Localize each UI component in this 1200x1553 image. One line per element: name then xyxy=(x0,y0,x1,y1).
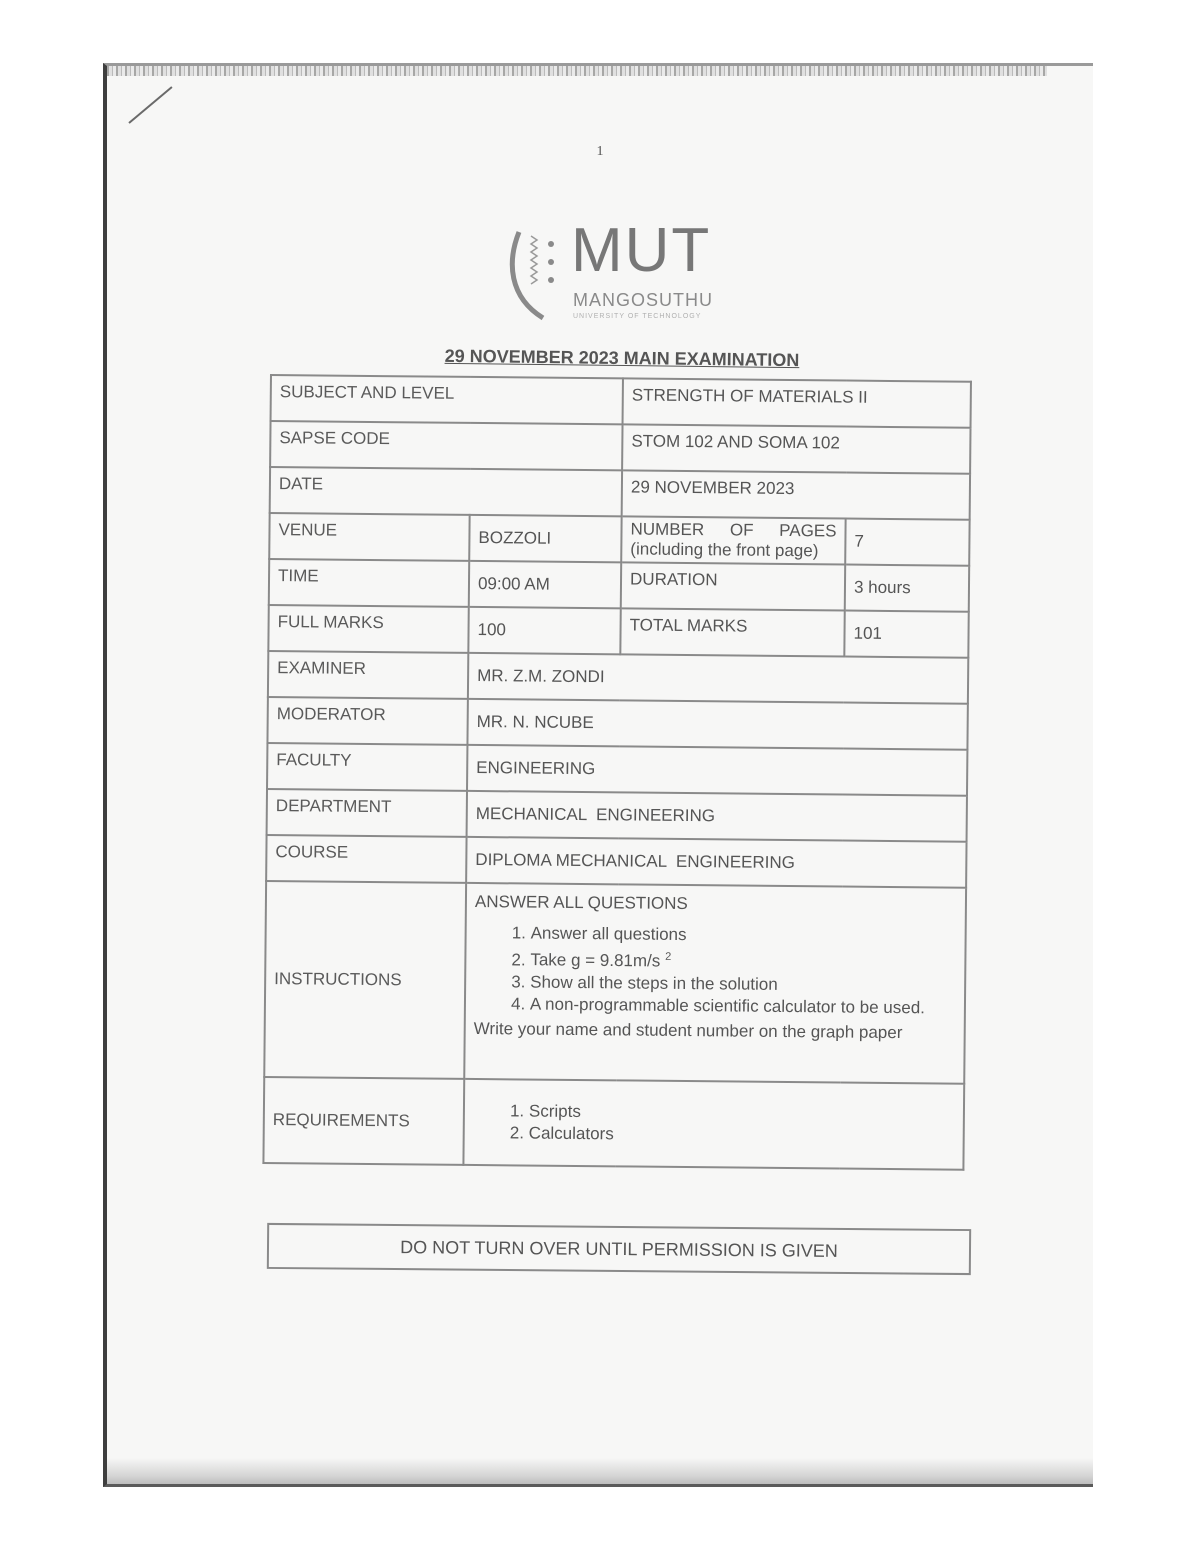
logo-emblem-icon xyxy=(505,222,565,322)
sapse-code-value: STOM 102 AND SOMA 102 xyxy=(622,424,970,473)
examiner-label: EXAMINER xyxy=(268,651,468,699)
table-row xyxy=(267,789,967,842)
subject-label: SUBJECT AND LEVEL xyxy=(271,375,623,424)
department-value: MECHANICAL ENGINEERING xyxy=(467,791,967,842)
table-row xyxy=(270,421,970,474)
venue-label: VENUE xyxy=(269,513,469,561)
pages-label xyxy=(621,516,845,564)
total-marks-label: TOTAL MARKS xyxy=(620,608,844,656)
exam-details-table xyxy=(262,374,972,1171)
university-logo xyxy=(505,216,745,326)
requirements-label: REQUIREMENTS xyxy=(263,1077,464,1165)
pages-label-line1: NUMBER OF PAGES xyxy=(630,519,837,541)
instructions-footer: Write your name and student number on the graph paper xyxy=(473,1018,903,1042)
duration-value: 3 hours xyxy=(845,565,969,612)
table-row xyxy=(268,651,968,704)
table-row xyxy=(267,697,967,750)
subject-value: STRENGTH OF MATERIALS II xyxy=(623,378,971,427)
instructions-list xyxy=(474,922,957,1019)
exam-cover-page xyxy=(103,63,1093,1487)
instructions-cell xyxy=(464,883,966,1084)
list-item: 1. Answer all questions xyxy=(531,923,957,949)
instructions-heading: ANSWER ALL QUESTIONS xyxy=(474,891,688,914)
pages-label-line2: (including the front page) xyxy=(630,539,819,561)
examiner-value: MR. Z.M. ZONDI xyxy=(468,653,968,704)
course-value: DIPLOMA MECHANICAL ENGINEERING xyxy=(466,837,966,888)
list-item: 3. Show all the steps in the solution xyxy=(530,971,956,997)
date-label: DATE xyxy=(270,467,622,516)
superscript: 2 xyxy=(665,950,672,963)
moderator-value: MR. N. NCUBE xyxy=(467,699,967,750)
department-label: DEPARTMENT xyxy=(267,789,467,837)
table-row xyxy=(269,559,969,612)
list-item: 2. Take g = 9.81m/s $^2$ xyxy=(530,945,956,976)
duration-label: DURATION xyxy=(621,562,845,610)
faculty-value: ENGINEERING xyxy=(467,745,967,796)
table-row xyxy=(271,375,971,428)
time-value: 09:00 AM xyxy=(469,561,621,608)
logo-title: MUT xyxy=(571,216,712,285)
requirements-cell xyxy=(463,1079,964,1170)
time-label: TIME xyxy=(269,559,469,607)
full-marks-value: 100 xyxy=(468,607,620,654)
scan-artifact-top xyxy=(107,66,1047,76)
total-marks-value: 101 xyxy=(844,611,968,658)
page-number: 1 xyxy=(596,144,604,159)
logo-name: MANGOSUTHU xyxy=(573,290,713,310)
table-row xyxy=(263,1077,964,1170)
exam-details-form xyxy=(262,374,970,1171)
table-row xyxy=(266,835,966,888)
pages-value: 7 xyxy=(845,519,969,566)
date-value: 29 NOVEMBER 2023 xyxy=(622,470,970,519)
list-item: 4. A non-programmable scientific calculator to be used. xyxy=(530,993,956,1019)
table-row xyxy=(267,743,967,796)
pen-mark xyxy=(128,86,172,124)
table-row xyxy=(264,881,966,1084)
exam-heading: 29 NOVEMBER 2023 MAIN EXAMINATION xyxy=(444,345,800,371)
table-row xyxy=(269,513,969,566)
moderator-label: MODERATOR xyxy=(267,697,467,745)
requirements-list xyxy=(473,1100,955,1149)
logo-tagline: UNIVERSITY OF TECHNOLOGY xyxy=(573,313,702,320)
faculty-label: FACULTY xyxy=(267,743,467,791)
instructions-label: INSTRUCTIONS xyxy=(264,881,466,1079)
venue-value: BOZZOLI xyxy=(469,515,621,562)
course-label: COURSE xyxy=(266,835,466,883)
sapse-code-label: SAPSE CODE xyxy=(270,421,622,470)
table-row xyxy=(270,467,970,520)
notice-box: DO NOT TURN OVER UNTIL PERMISSION IS GIVEN xyxy=(267,1223,971,1275)
list-item: 2. Calculators xyxy=(529,1123,955,1149)
full-marks-label: FULL MARKS xyxy=(268,605,468,653)
scan-artifact-bottom xyxy=(107,1458,1093,1484)
table-row xyxy=(268,605,968,658)
list-item: 1. Scripts xyxy=(529,1101,955,1127)
